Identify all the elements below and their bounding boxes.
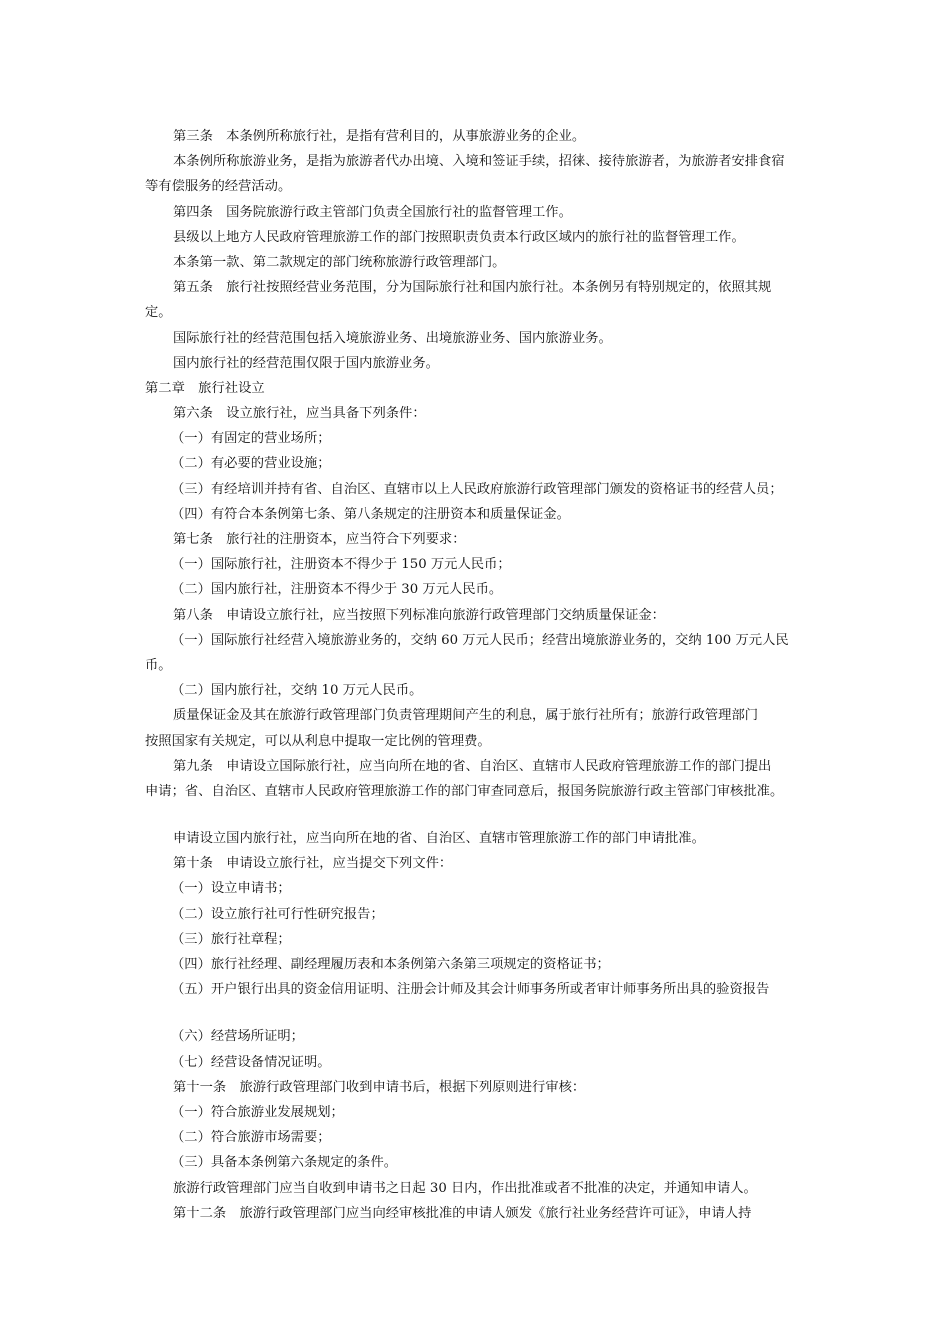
paragraph-line: 国内旅行社的经营范围仅限于国内旅游业务。 <box>173 355 439 371</box>
article-9-title: 第九条 申请设立国际旅行社，应当向所在地的省、自治区、直辖市人民政府管理旅游工作的部门提出 <box>173 758 772 774</box>
list-item: （五）开户银行出具的资金信用证明、注册会计师及其会计师事务所或者审计师事务所出具的验资报告 <box>171 982 770 998</box>
paragraph-line: 定。 <box>145 305 172 321</box>
article-5-title: 第五条 旅行社按照经营业务范围，分为国际旅行社和国内旅行社。本条例另有特别规定的，依照其规 <box>173 280 772 296</box>
list-item: （四）有符合本条例第七条、第八条规定的注册资本和质量保证金。 <box>171 506 570 522</box>
paragraph-line: 本条例所称旅游业务，是指为旅游者代办出境、入境和签证手续，招徕、接待旅游者，为旅游者安排食宿 <box>173 154 785 170</box>
paragraph-line: 本条第一款、第二款规定的部门统称旅游行政管理部门。 <box>173 254 506 270</box>
list-item: （三）有经培训并持有省、自治区、直辖市以上人民政府旅游行政管理部门颁发的资格证书的经营人员； <box>171 481 783 497</box>
article-3-title: 第三条 本条例所称旅行社，是指有营利目的，从事旅游业务的企业。 <box>173 129 586 144</box>
document-body <box>145 124 813 1226</box>
article-7-title: 第七条 旅行社的注册资本，应当符合下列要求： <box>173 532 466 547</box>
list-item: （一）国际旅行社经营入境旅游业务的，交纳 60 万元人民币；经营出境旅游业务的，交纳 100 万元人民 <box>171 632 789 648</box>
paragraph-line: 申请设立国内旅行社，应当向所在地的省、自治区、直辖市管理旅游工作的部门申请批准。 <box>173 831 705 847</box>
paragraph-line: 国际旅行社的经营范围包括入境旅游业务、出境旅游业务、国内旅游业务。 <box>173 330 612 346</box>
paragraph-line: 旅游行政管理部门应当自收到申请书之日起 30 日内，作出批准或者不批准的决定，并通知申请人。 <box>173 1180 757 1196</box>
blank-line <box>145 1002 813 1024</box>
chapter-2-heading: 第二章 旅行社设立 <box>145 380 265 396</box>
paragraph-line: 按照国家有关规定，可以从利息中提取一定比例的管理费。 <box>145 733 491 749</box>
list-item: （二）设立旅行社可行性研究报告； <box>171 906 384 922</box>
article-10-title: 第十条 申请设立旅行社，应当提交下列文件： <box>173 856 453 872</box>
article-11-title: 第十一条 旅游行政管理部门收到申请书后，根据下列原则进行审核： <box>173 1079 586 1095</box>
list-item: （二）符合旅游市场需要； <box>171 1130 331 1146</box>
list-item: （三）具备本条例第六条规定的条件。 <box>171 1155 398 1171</box>
paragraph-line: 等有偿服务的经营活动。 <box>145 179 292 195</box>
article-4-title: 第四条 国务院旅游行政主管部门负责全国旅行社的监督管理工作。 <box>173 204 572 220</box>
list-item: （一）国际旅行社，注册资本不得少于 150 万元人民币； <box>171 557 511 573</box>
list-item: （一）设立申请书； <box>171 881 291 897</box>
paragraph-line: 币。 <box>145 657 172 673</box>
list-item: （一）符合旅游业发展规划； <box>171 1104 344 1120</box>
list-item: （七）经营设备情况证明。 <box>171 1054 331 1070</box>
paragraph-line: 县级以上地方人民政府管理旅游工作的部门按照职责负责本行政区域内的旅行社的监督管理工作。 <box>173 229 745 245</box>
list-item: （六）经营场所证明； <box>171 1029 304 1045</box>
list-item: （二）国内旅行社，注册资本不得少于 30 万元人民币。 <box>171 582 503 598</box>
list-item: （三）旅行社章程； <box>171 931 291 947</box>
article-6-title: 第六条 设立旅行社，应当具备下列条件： <box>173 406 426 422</box>
article-12-title: 第十二条 旅游行政管理部门应当向经审核批准的申请人颁发《旅行社业务经营许可证》，申请人持 <box>173 1205 752 1221</box>
article-8-title: 第八条 申请设立旅行社，应当按照下列标准向旅游行政管理部门交纳质量保证金： <box>173 607 665 623</box>
blank-line <box>145 804 813 826</box>
list-item: （四）旅行社经理、副经理履历表和本条例第六条第三项规定的资格证书； <box>171 957 610 972</box>
list-item: （二）国内旅行社，交纳 10 万元人民币。 <box>171 683 423 699</box>
paragraph-line: 质量保证金及其在旅游行政管理部门负责管理期间产生的利息，属于旅行社所有；旅游行政管理部门 <box>173 708 759 724</box>
list-item: （二）有必要的营业设施； <box>171 456 331 472</box>
paragraph-line: 申请；省、自治区、直辖市人民政府管理旅游工作的部门审查同意后，报国务院旅游行政主管部门审核批准。 <box>145 783 784 799</box>
list-item: （一）有固定的营业场所； <box>171 431 331 447</box>
